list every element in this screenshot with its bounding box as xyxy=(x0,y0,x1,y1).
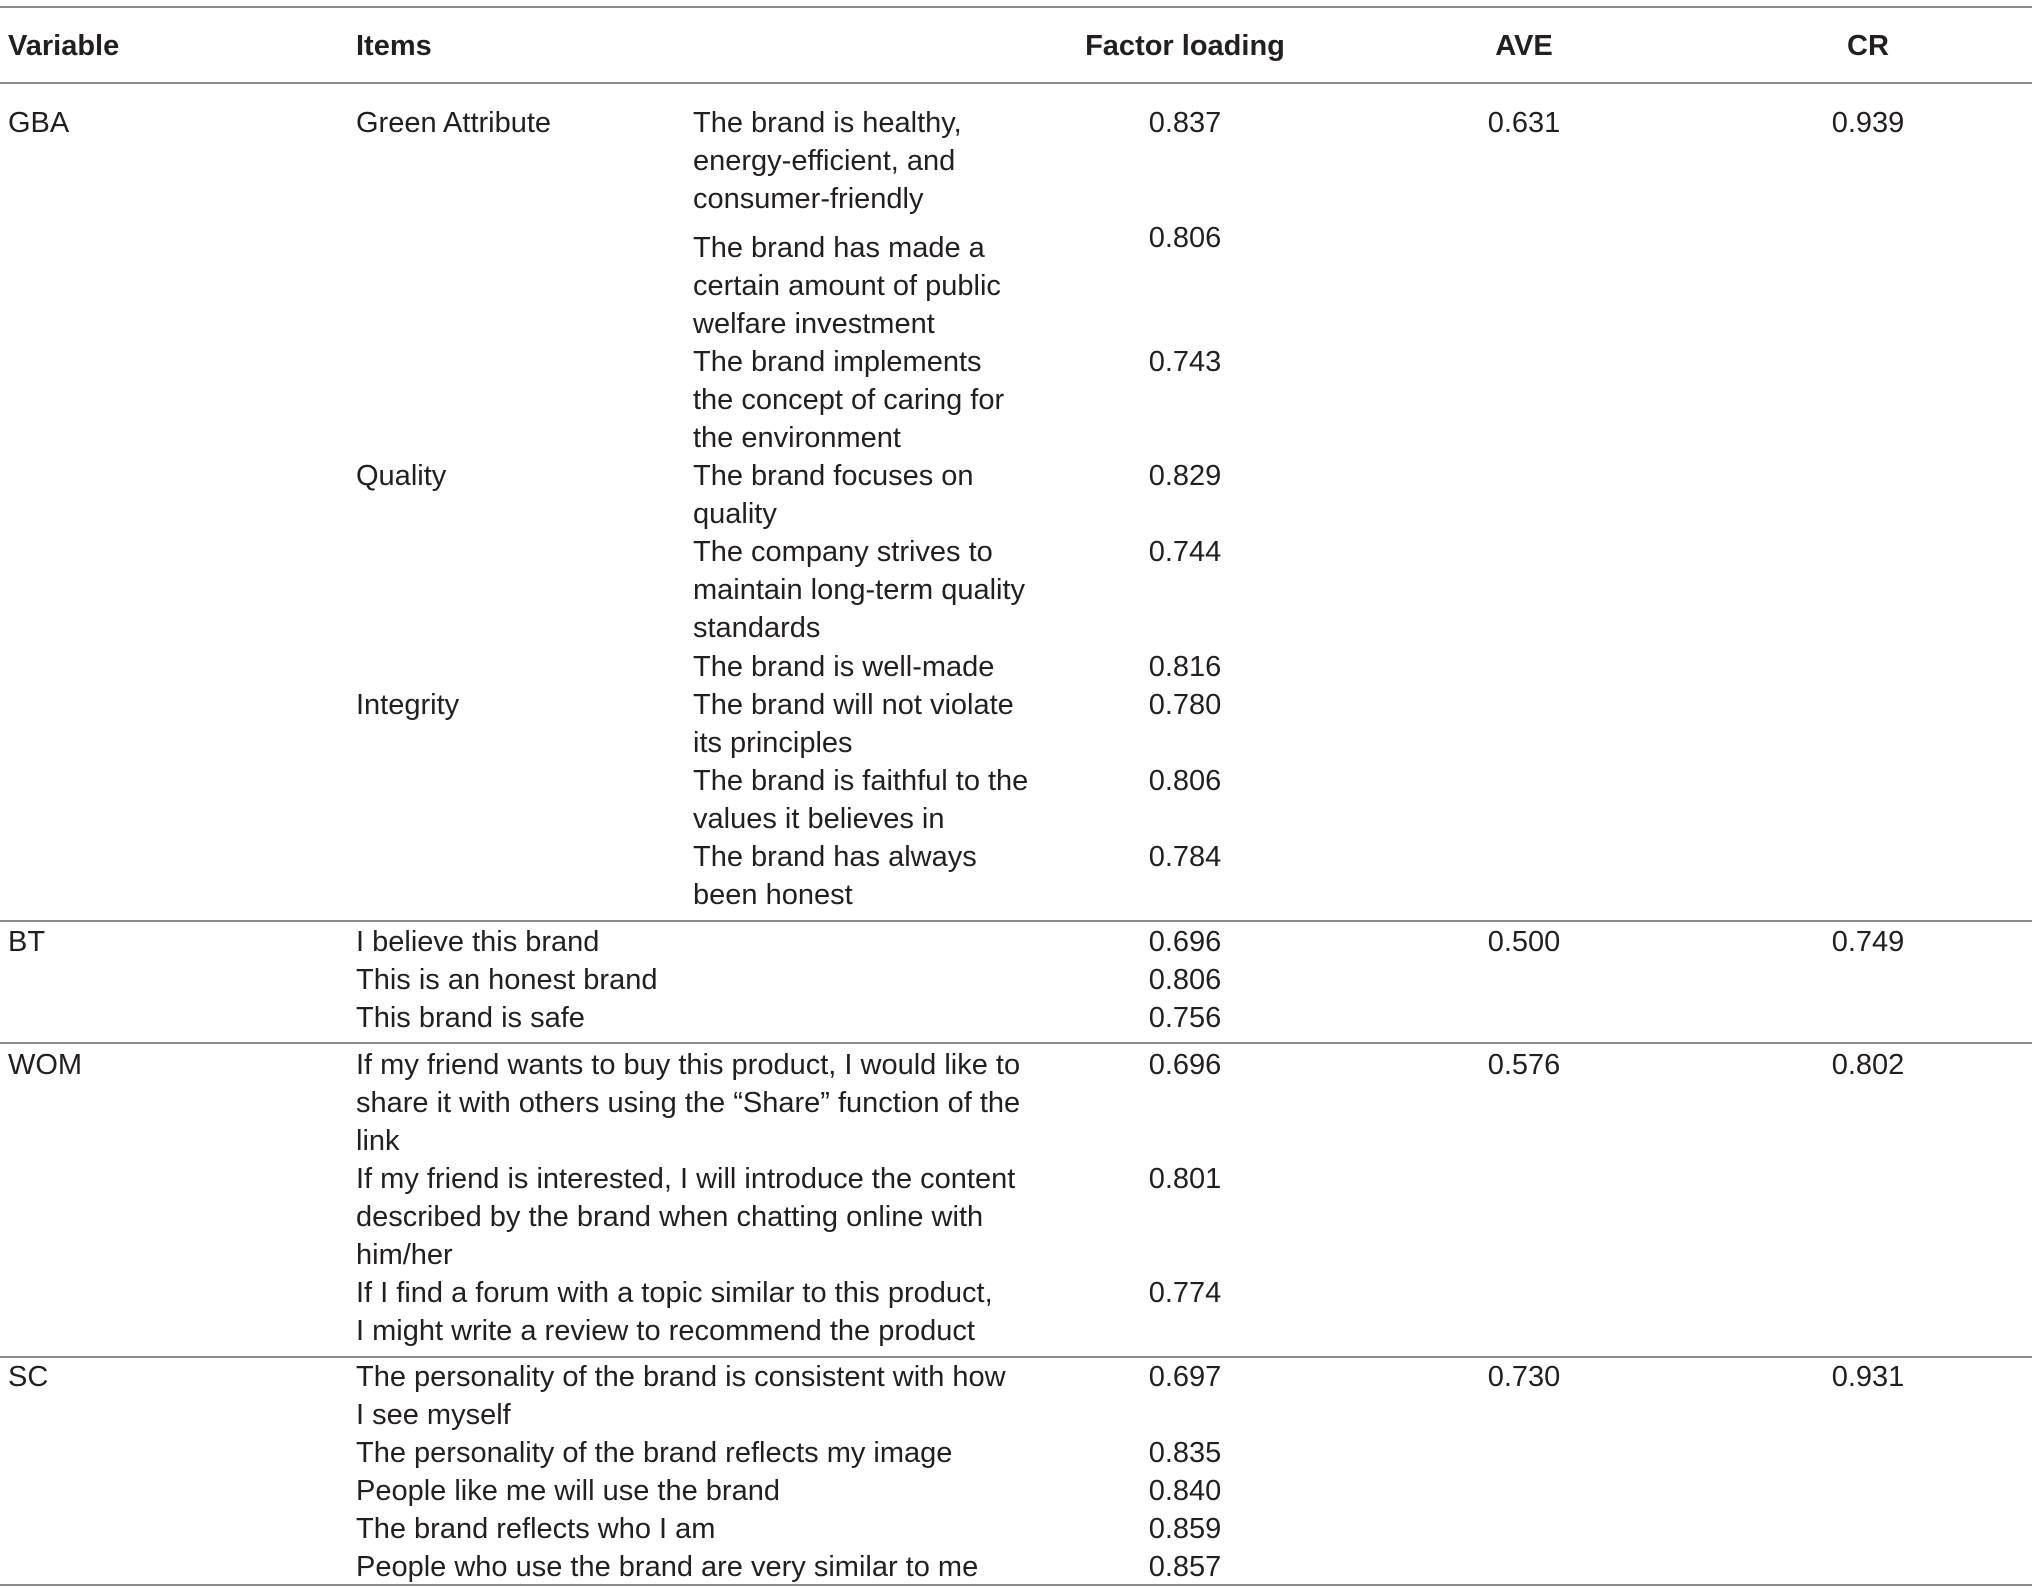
subscale-green-attribute: Green Attribute xyxy=(356,107,552,139)
variable-wom: WOM xyxy=(8,1049,83,1081)
factor-loading: 0.806 xyxy=(1148,222,1222,254)
ave-sc: 0.730 xyxy=(1487,1361,1561,1393)
item-text: The brand has made a xyxy=(693,232,985,264)
item-text: I might write a review to recommend the product xyxy=(356,1315,975,1347)
group-rule xyxy=(0,1042,2032,1044)
item-text: quality xyxy=(693,498,777,530)
item-text: The brand has always xyxy=(693,841,977,873)
item-text: People like me will use the brand xyxy=(356,1475,780,1507)
item-text: The brand will not violate xyxy=(693,689,1014,721)
factor-loading: 0.697 xyxy=(1148,1361,1222,1393)
factor-loading: 0.829 xyxy=(1148,460,1222,492)
factor-loading: 0.774 xyxy=(1148,1277,1222,1309)
item-text: The brand is faithful to the xyxy=(693,765,1029,797)
group-rule xyxy=(0,920,2032,922)
item-text: him/her xyxy=(356,1239,453,1271)
factor-loading: 0.837 xyxy=(1148,107,1222,139)
item-text: The company strives to xyxy=(693,536,993,568)
header-variable: Variable xyxy=(8,30,120,62)
variable-bt: BT xyxy=(8,926,46,958)
item-text: maintain long-term quality xyxy=(693,574,1026,606)
factor-loading: 0.756 xyxy=(1148,1002,1222,1034)
item-text: The brand reflects who I am xyxy=(356,1513,716,1545)
item-text: The brand is well-made xyxy=(693,651,995,683)
item-text: consumer-friendly xyxy=(693,183,924,215)
variable-sc: SC xyxy=(8,1361,49,1393)
header-rule xyxy=(0,82,2032,84)
variable-gba: GBA xyxy=(8,107,70,139)
factor-loading: 0.857 xyxy=(1148,1551,1222,1583)
item-text: the concept of caring for xyxy=(693,384,1005,416)
factor-loading: 0.816 xyxy=(1148,651,1222,683)
item-text: This brand is safe xyxy=(356,1002,585,1034)
item-text: its principles xyxy=(693,727,853,759)
header-cr: CR xyxy=(1847,30,1889,62)
factor-loading: 0.743 xyxy=(1148,346,1222,378)
factor-loading: 0.744 xyxy=(1148,536,1222,568)
subscale-integrity: Integrity xyxy=(356,689,460,721)
header-ave: AVE xyxy=(1495,30,1553,62)
header-items: Items xyxy=(356,30,432,62)
item-text: energy-efficient, and xyxy=(693,145,956,177)
factor-loading: 0.835 xyxy=(1148,1437,1222,1469)
subscale-quality: Quality xyxy=(356,460,447,492)
factor-loading: 0.840 xyxy=(1148,1475,1222,1507)
bottom-rule xyxy=(0,1584,2032,1586)
item-text: I believe this brand xyxy=(356,926,600,958)
item-text: welfare investment xyxy=(693,308,935,340)
factor-loading: 0.806 xyxy=(1148,964,1222,996)
item-text: This is an honest brand xyxy=(356,964,658,996)
item-text: been honest xyxy=(693,879,853,911)
cr-sc: 0.931 xyxy=(1831,1361,1905,1393)
factor-loading: 0.784 xyxy=(1148,841,1222,873)
item-text: The brand is healthy, xyxy=(693,107,962,139)
cr-wom: 0.802 xyxy=(1831,1049,1905,1081)
header-factor-loading: Factor loading xyxy=(1085,30,1285,62)
item-text: standards xyxy=(693,612,821,644)
item-text: share it with others using the “Share” function of the xyxy=(356,1087,1021,1119)
item-text: If my friend is interested, I will introduce the content xyxy=(356,1163,1016,1195)
cr-bt: 0.749 xyxy=(1831,926,1905,958)
item-text: People who use the brand are very similar to me xyxy=(356,1551,979,1583)
item-text: The personality of the brand reflects my image xyxy=(356,1437,953,1469)
factor-loading: 0.696 xyxy=(1148,1049,1222,1081)
item-text: the environment xyxy=(693,422,901,454)
item-text: If I find a forum with a topic similar to this product, xyxy=(356,1277,993,1309)
cr-gba: 0.939 xyxy=(1831,107,1905,139)
item-text: The personality of the brand is consistent with how xyxy=(356,1361,1006,1393)
item-text: The brand focuses on xyxy=(693,460,974,492)
factor-loading: 0.806 xyxy=(1148,765,1222,797)
factor-loading: 0.780 xyxy=(1148,689,1222,721)
item-text: I see myself xyxy=(356,1399,511,1431)
factor-loading: 0.859 xyxy=(1148,1513,1222,1545)
factor-loading: 0.696 xyxy=(1148,926,1222,958)
item-text: described by the brand when chatting online with xyxy=(356,1201,984,1233)
ave-gba: 0.631 xyxy=(1487,107,1561,139)
item-text: If my friend wants to buy this product, I would like to xyxy=(356,1049,1021,1081)
top-rule xyxy=(0,6,2032,8)
item-text: values it believes in xyxy=(693,803,945,835)
ave-bt: 0.500 xyxy=(1487,926,1561,958)
ave-wom: 0.576 xyxy=(1487,1049,1561,1081)
item-text: certain amount of public xyxy=(693,270,1001,302)
factor-loading: 0.801 xyxy=(1148,1163,1222,1195)
group-rule xyxy=(0,1356,2032,1358)
item-text: link xyxy=(356,1125,400,1157)
item-text: The brand implements xyxy=(693,346,982,378)
